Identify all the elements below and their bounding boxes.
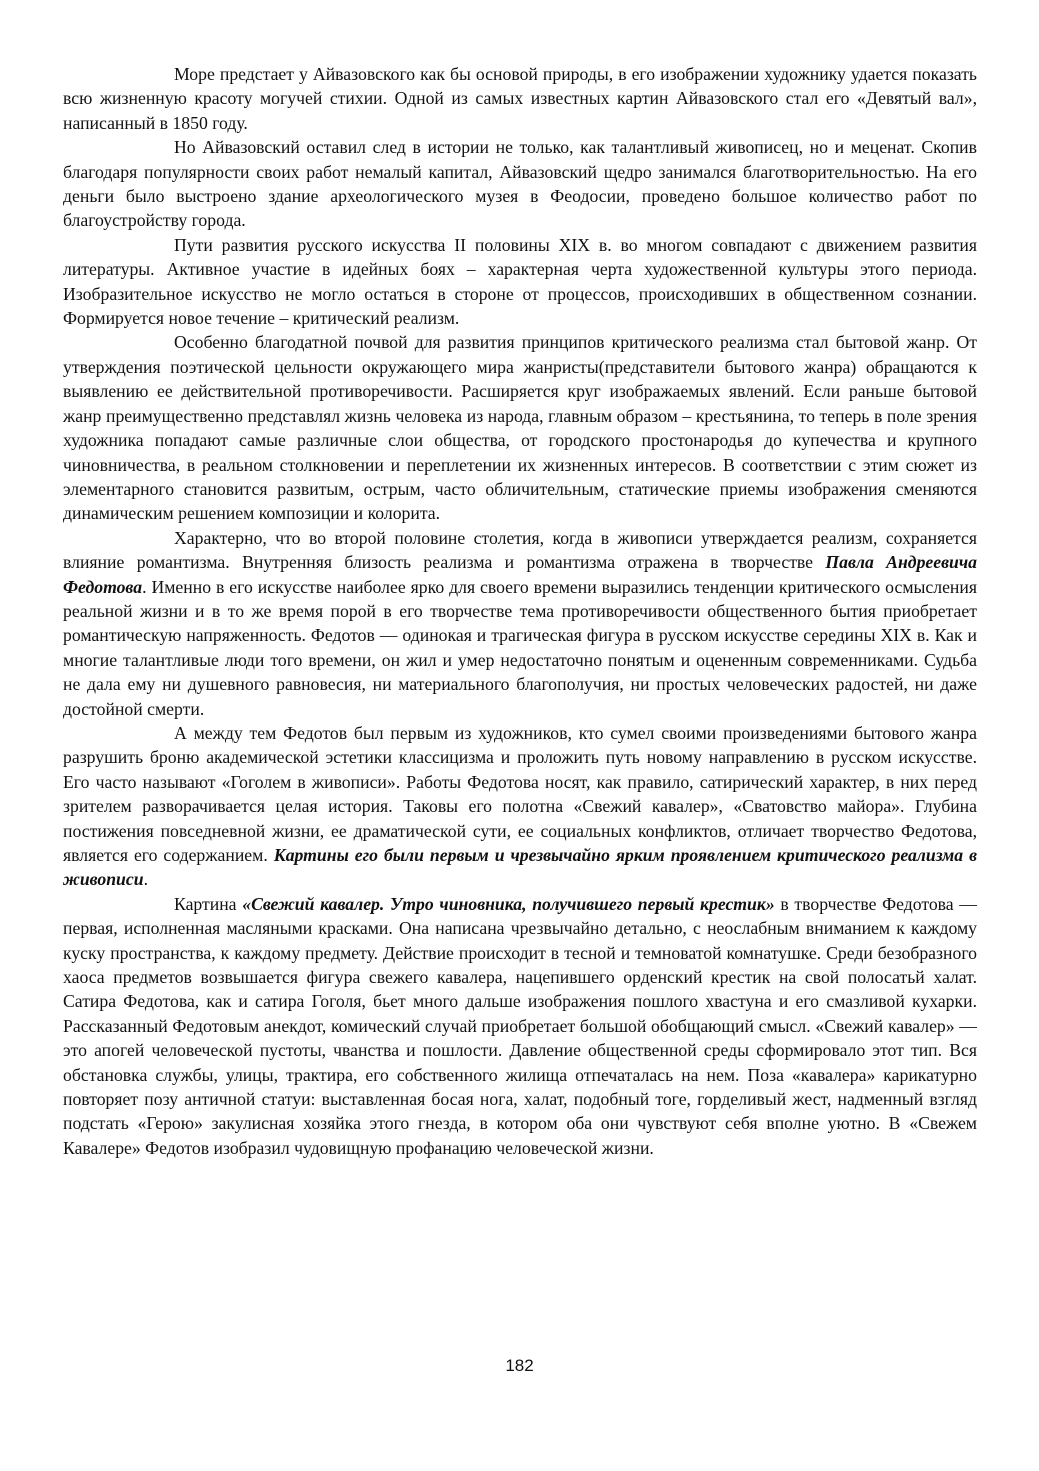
paragraph-text: Картина xyxy=(174,893,243,914)
paragraph-fedotov-intro xyxy=(63,526,977,721)
paragraph-genre-painting: Особенно благодатной почвой для развития принципов критического реализма стал бытовой жанр. От утверждения поэтической цельности окружающего мира жанристы(представители бытового жанра) обращаются к выявлению ее действительной противоречивости. Расширяется круг изображаемых явлений. Если раньше бытовой жанр преимущественно представлял жизнь человека из народа, главным образом – крестьянина, то теперь в поле зрения художника попадают самые различные слои общества, от городского простонародья до купечества и крупного чиновничества, в реальном столкновении и переплетении их жизненных интересов. В соответствии с этим сюжет из элементарного становится развитым, острым, часто обличительным, статические приемы изображения сменяются динамическим решением композиции и колорита. xyxy=(63,332,977,524)
paragraph-fedotov-first xyxy=(63,721,977,892)
paragraph-aivazovsky-sea: Море предстает у Айвазовского как бы основой природы, в его изображении художнику удается показать всю жизненную красоту могучей стихии. Одной из самых известных картин Айвазовского стал его «Девятый вал», написанный в 1850 году. xyxy=(63,64,977,133)
emphasis-painting-title: «Свежий кавалер. Утро чиновника, получившего первый крестик» xyxy=(242,893,775,914)
paragraph-text: Характерно, что во второй половине столетия, когда в живописи утверждается реализм, сохраняется влияние романтизма. Внутренняя близость реализма и романтизма отражена в творчестве xyxy=(63,527,977,573)
paragraph-text: . Именно в его искусстве наиболее ярко для своего времени выразились тенденции критического осмысления реальной жизни и в то же время порой в его творчестве тема противоречивости общественного бытия приобретает романтическую напряженность. Федотов — одинокая и трагическая фигура в русском искусстве середины XIX в. Как и многие талантливые люди того времени, он жил и умер недостаточно понятым и оцененным современниками. Судьба не дала ему ни душевного равновесия, ни материального благополучия, ни простых человеческих радостей, ни даже достойной смерти. xyxy=(63,576,977,719)
paragraph-russian-art-paths: Пути развития русского искусства II половины XIX в. во многом совпадают с движением развития литературы. Активное участие в идейных боях – характерная черта художественной культуры этого периода. Изобразительное искусство не могло остаться в стороне от процессов, происходивших в общественном сознании. Формируется новое течение – критический реализм. xyxy=(63,234,977,329)
paragraph-text: в творчестве Федотова — первая, исполненная масляными красками. Она написана чрезвычайно детально, с неослабным вниманием к каждому куску пространства, к каждому предмету. Действие происходит в тесной и темноватой комнатушке. Среди безобразного хаоса предметов возвышается фигура свежего кавалера, нацепившего орденский крестик на свой полосатьй халат. Сатира Федотова, как и сатира Гоголя, бьет много дальше изображения пошлого хвастуна и его смазливой кухарки. Рассказанный Федотовым анекдот, комический случай приобретает большой обобщающий смысл. «Свежий кавалер» — это апогей человеческой пустоты, чванства и пошлости. Давление общественной среды сформировало этот тип. Вся обстановка службы, улицы, трактира, его собственного жилища отпечаталась на нем. Поза «кавалера» карикатурно повторяет позу античной статуи: выставленная босая нога, халат, подобный тоге, горделивый жест, надменный взгляд подстать «Герою» закулисная хозяйка этого гнезда, в котором оба они чувствуют себя вполне уютно. В «Свежем Кавалере» Федотов изобразил чудовищную профанацию человеческой жизни. xyxy=(63,893,977,1158)
paragraph-fresh-cavalier xyxy=(63,892,977,1160)
emphasis-statement: Картины его были первым и чрезвычайно ярким проявлением критического реализма в живописи xyxy=(63,845,977,890)
paragraph-text: А между тем Федотов был первым из художников, кто сумел своими произведениями бытового жанра разрушить броню академической эстетики классицизма и проложить путь новому направлению в русском искусстве. Его часто называют «Гоголем в живописи». Работы Федотова носят, как правило, сатирический характер, в них перед зрителем разворачивается целая история. Таковы его полотна «Свежий кавалер», «Сватовство майора». Глубина постижения повседневной жизни, ее драматической сути, ее социальных конфликтов, отличает творчество Федотова, является его содержанием. xyxy=(63,722,977,865)
paragraph-text: . xyxy=(143,869,148,890)
paragraph-aivazovsky-patron: Но Айвазовский оставил след в истории не только, как талантливый живописец, но и меценат. Скопив благодаря популярности своих работ немалый капитал, Айвазовский щедро занимался благотворительностью. На его деньги было выстроено здание археологического музея в Феодосии, проведено большое количество работ по благоустройству города. xyxy=(63,137,977,231)
page-number: 182 xyxy=(505,1356,534,1375)
body-text xyxy=(63,62,977,1160)
emphasis-name: Павла Андреевича Федотова xyxy=(63,552,977,597)
